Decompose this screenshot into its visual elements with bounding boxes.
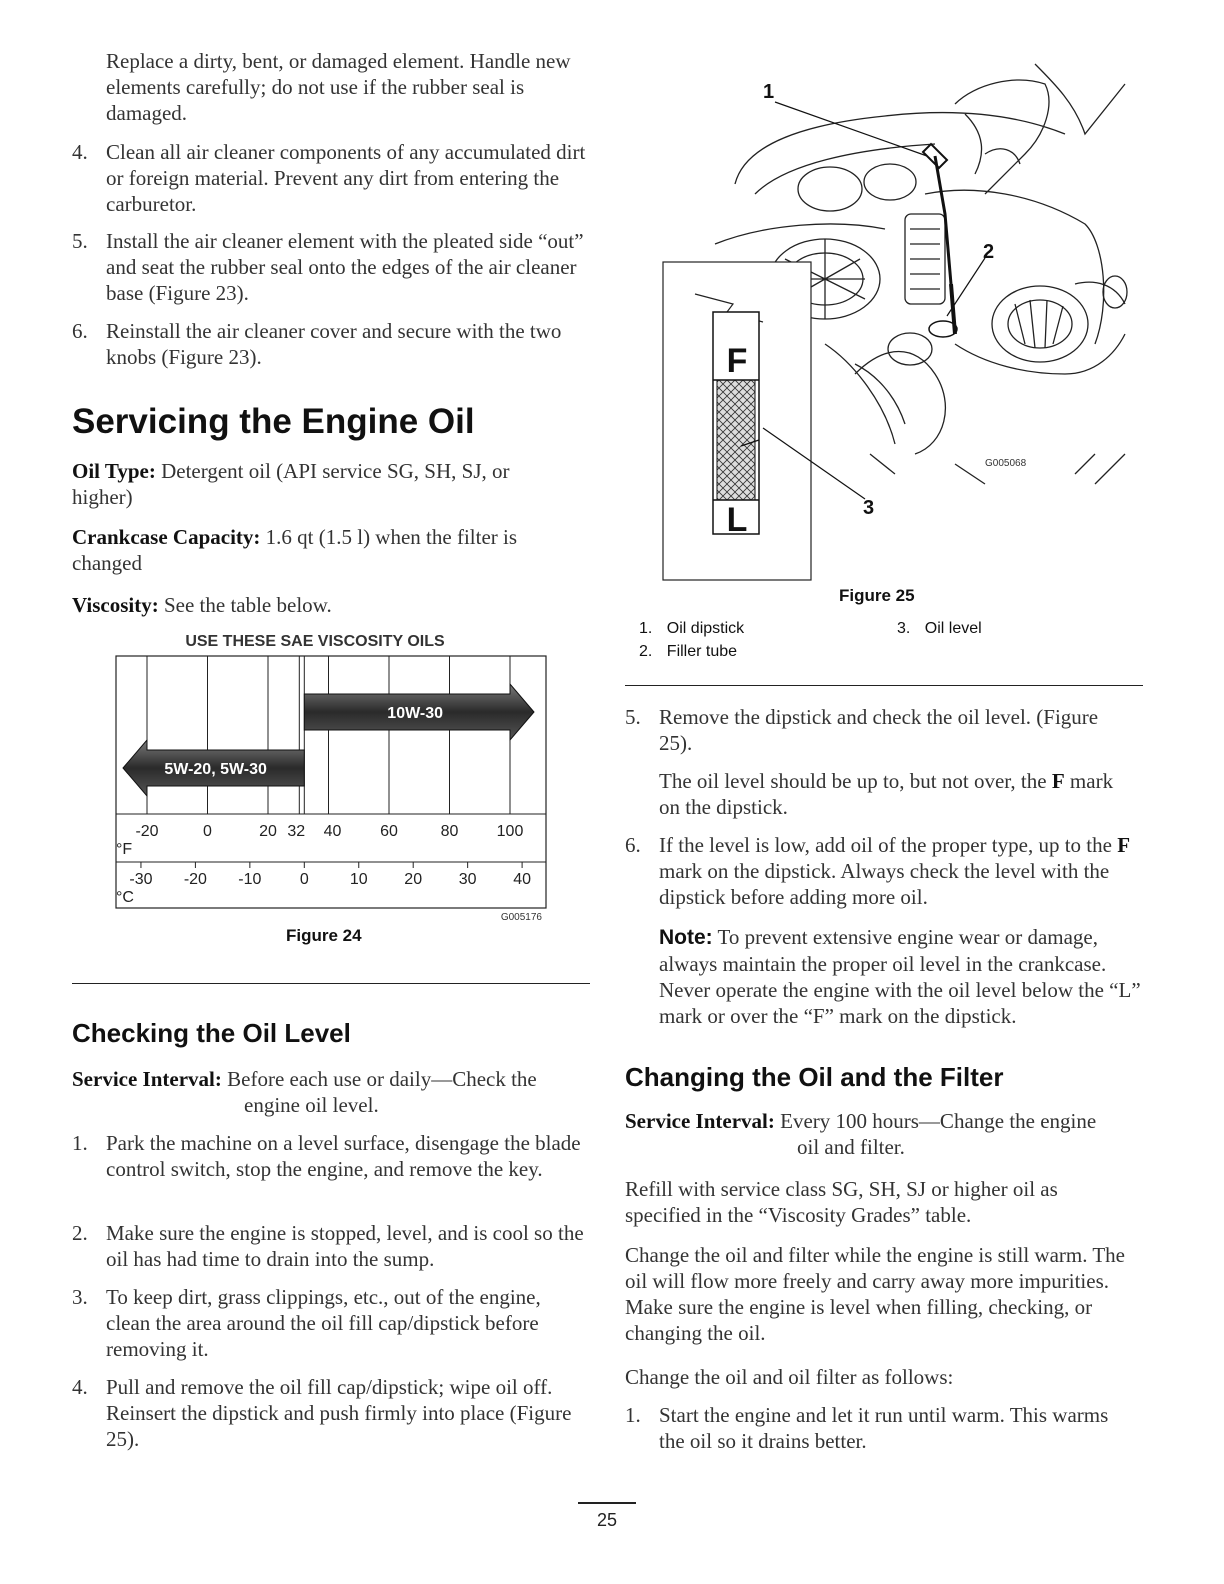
legend-number: 3. bbox=[897, 620, 911, 637]
service-interval-text-cont: oil and filter. bbox=[797, 1135, 905, 1159]
step-number: 6. bbox=[625, 833, 641, 857]
step-text-part: If the level is low, add oil of the proper type, up to the bbox=[659, 833, 1112, 857]
celsius-tick-label: -20 bbox=[183, 871, 207, 888]
chart-gridlines bbox=[147, 656, 510, 814]
viscosity-text: See the table below. bbox=[163, 593, 332, 617]
step-number: 1. bbox=[72, 1131, 88, 1155]
figure-code: G005176 bbox=[500, 912, 542, 923]
oil-type-paragraph bbox=[72, 458, 572, 510]
step-text: Reinstall the air cleaner cover and secure with the two knobs (Figure 23). bbox=[106, 319, 562, 369]
celsius-tick-label: 40 bbox=[513, 871, 531, 888]
step-number: 4. bbox=[72, 140, 88, 164]
capacity-label: Crankcase Capacity: bbox=[72, 525, 261, 549]
legend-item bbox=[639, 620, 744, 638]
section-divider bbox=[625, 685, 1143, 686]
service-interval-text: Before each use or daily—Check the bbox=[227, 1067, 537, 1091]
step-text-part: mark on the dipstick. Always check the level with the dipstick before adding more oil. bbox=[659, 859, 1110, 909]
dipstick-low-mark: L bbox=[726, 501, 748, 539]
fahrenheit-unit: °F bbox=[116, 841, 133, 858]
fahrenheit-tick-label: 80 bbox=[440, 823, 459, 840]
fahrenheit-tick-label: 60 bbox=[380, 823, 398, 840]
capacity-text: 1.6 qt (1.5 l) when the filter is changed bbox=[72, 525, 518, 575]
section-title: Servicing the Engine Oil bbox=[72, 402, 475, 441]
service-interval-check bbox=[72, 1066, 590, 1092]
step-text: Remove the dipstick and check the oil level. (Figure 25). bbox=[659, 705, 1099, 755]
fahrenheit-tick-label: 32 bbox=[287, 823, 306, 840]
celsius-tick-label: -10 bbox=[238, 871, 262, 888]
celsius-tick-label: -30 bbox=[129, 871, 153, 888]
oil-type-text: Detergent oil (API service SG, SH, SJ, or higher) bbox=[72, 459, 510, 509]
viscosity-bar-label: 10W-30 bbox=[387, 705, 444, 722]
viscosity-bar-label: 5W-20, 5W-30 bbox=[164, 761, 267, 778]
legend-number: 2. bbox=[639, 643, 653, 660]
detail-text: mark on the dipstick. bbox=[659, 769, 1114, 819]
step-5-detail bbox=[659, 768, 1139, 820]
warm-oil-paragraph: Change the oil and filter while the engine is still warm. The oil will flow more freely and carry away more impurities. Make sure the engine is level when filling, checking, or changing the oil. bbox=[625, 1243, 1125, 1345]
step-number: 1. bbox=[625, 1403, 641, 1427]
legend-item bbox=[897, 620, 982, 638]
fahrenheit-tick-label: 40 bbox=[323, 823, 342, 840]
note-text: To prevent extensive engine wear or damage, always maintain the proper oil level in the crankcase. Never operate the engine with the oil level below the “L” mark or over the “F” mark on the dipstick. bbox=[659, 925, 1141, 1028]
note-label: Note: bbox=[659, 926, 713, 949]
note-paragraph bbox=[659, 924, 1145, 1029]
step-number: 4. bbox=[72, 1375, 88, 1399]
callout-3: 3 bbox=[863, 497, 875, 519]
legend-text: Filler tube bbox=[666, 643, 738, 660]
viscosity-chart bbox=[112, 626, 552, 926]
legend-number: 1. bbox=[639, 620, 653, 637]
step-number: 3. bbox=[72, 1285, 88, 1309]
viscosity-label: Viscosity: bbox=[72, 593, 159, 617]
legend-text: Oil dipstick bbox=[666, 620, 745, 637]
celsius-tick-label: 10 bbox=[349, 871, 368, 888]
step-number: 6. bbox=[72, 319, 88, 343]
figure-24-caption: Figure 24 bbox=[286, 926, 362, 945]
service-interval-text: Every 100 hours—Change the engine bbox=[780, 1109, 1097, 1133]
fahrenheit-ticks bbox=[135, 823, 523, 840]
service-interval-change bbox=[625, 1108, 1145, 1134]
change-oil-title: Changing the Oil and the Filter bbox=[625, 1062, 1004, 1092]
refill-paragraph: Refill with service class SG, SH, SJ or higher oil as specified in the “Viscosity Grades” table. bbox=[625, 1177, 1058, 1227]
figure-code: G005068 bbox=[985, 458, 1027, 469]
fahrenheit-tick-label: -20 bbox=[135, 823, 159, 840]
legend-item bbox=[639, 643, 737, 661]
callout-2: 2 bbox=[983, 241, 995, 263]
figure-25-caption: Figure 25 bbox=[839, 586, 915, 605]
step-text: Clean all air cleaner components of any accumulated dirt or foreign material. Prevent any dirt from entering the carburetor. bbox=[106, 140, 586, 216]
step-text: Make sure the engine is stopped, level, and is cool so the oil has had time to drain into the sump. bbox=[106, 1221, 584, 1271]
celsius-tick-label: 0 bbox=[299, 871, 309, 888]
full-mark-label: F bbox=[1051, 769, 1065, 793]
fahrenheit-tick-label: 20 bbox=[259, 823, 277, 840]
intro-paragraph: Replace a dirty, bent, or damaged element. Handle new elements carefully; do not use if the rubber seal is damaged. bbox=[106, 49, 571, 125]
step-text: Start the engine and let it run until warm. This warms the oil so it drains better. bbox=[659, 1403, 1109, 1453]
service-interval-label: Service Interval: bbox=[625, 1109, 775, 1133]
step-number: 2. bbox=[72, 1221, 88, 1245]
fahrenheit-tick-label: 0 bbox=[203, 823, 212, 840]
service-interval-text-cont: engine oil level. bbox=[244, 1093, 379, 1117]
section-divider bbox=[72, 983, 590, 984]
page-number: 25 bbox=[578, 1502, 636, 1531]
step-text: Install the air cleaner element with the pleated side “out” and seat the rubber seal onto the edges of the air cleaner base (Figure 23). bbox=[106, 229, 584, 305]
oil-type-label: Oil Type: bbox=[72, 459, 156, 483]
celsius-ticks bbox=[129, 862, 531, 888]
fahrenheit-tick-label: 100 bbox=[496, 823, 524, 840]
capacity-paragraph bbox=[72, 524, 572, 576]
service-interval-label: Service Interval: bbox=[72, 1067, 222, 1091]
figure-25-illustration bbox=[655, 44, 1145, 584]
check-oil-title: Checking the Oil Level bbox=[72, 1018, 351, 1048]
callout-1: 1 bbox=[763, 81, 775, 103]
step-text: Park the machine on a level surface, disengage the blade control switch, stop the engine, and remove the key. bbox=[106, 1131, 581, 1181]
full-mark-label: F bbox=[1117, 833, 1131, 857]
detail-text: The oil level should be up to, but not over, the bbox=[659, 769, 1047, 793]
step-text: To keep dirt, grass clippings, etc., out of the engine, clean the area around the oil fill cap/dipstick before removing it. bbox=[106, 1285, 541, 1361]
step-number: 5. bbox=[625, 705, 641, 729]
dipstick-full-mark: F bbox=[726, 342, 748, 380]
celsius-tick-label: 20 bbox=[404, 871, 423, 888]
change-steps-intro: Change the oil and oil filter as follows: bbox=[625, 1365, 954, 1389]
viscosity-paragraph bbox=[72, 592, 572, 618]
step-text: Pull and remove the oil fill cap/dipstick; wipe oil off. Reinsert the dipstick and push firmly into place (Figure 25). bbox=[106, 1375, 572, 1451]
chart-title: USE THESE SAE VISCOSITY OILS bbox=[185, 633, 445, 650]
celsius-tick-label: 30 bbox=[458, 871, 477, 888]
step-number: 5. bbox=[72, 229, 88, 253]
dipstick-zoom-box bbox=[663, 262, 811, 580]
legend-text: Oil level bbox=[924, 620, 982, 637]
celsius-unit: °C bbox=[116, 889, 134, 906]
step-text bbox=[659, 832, 1145, 910]
